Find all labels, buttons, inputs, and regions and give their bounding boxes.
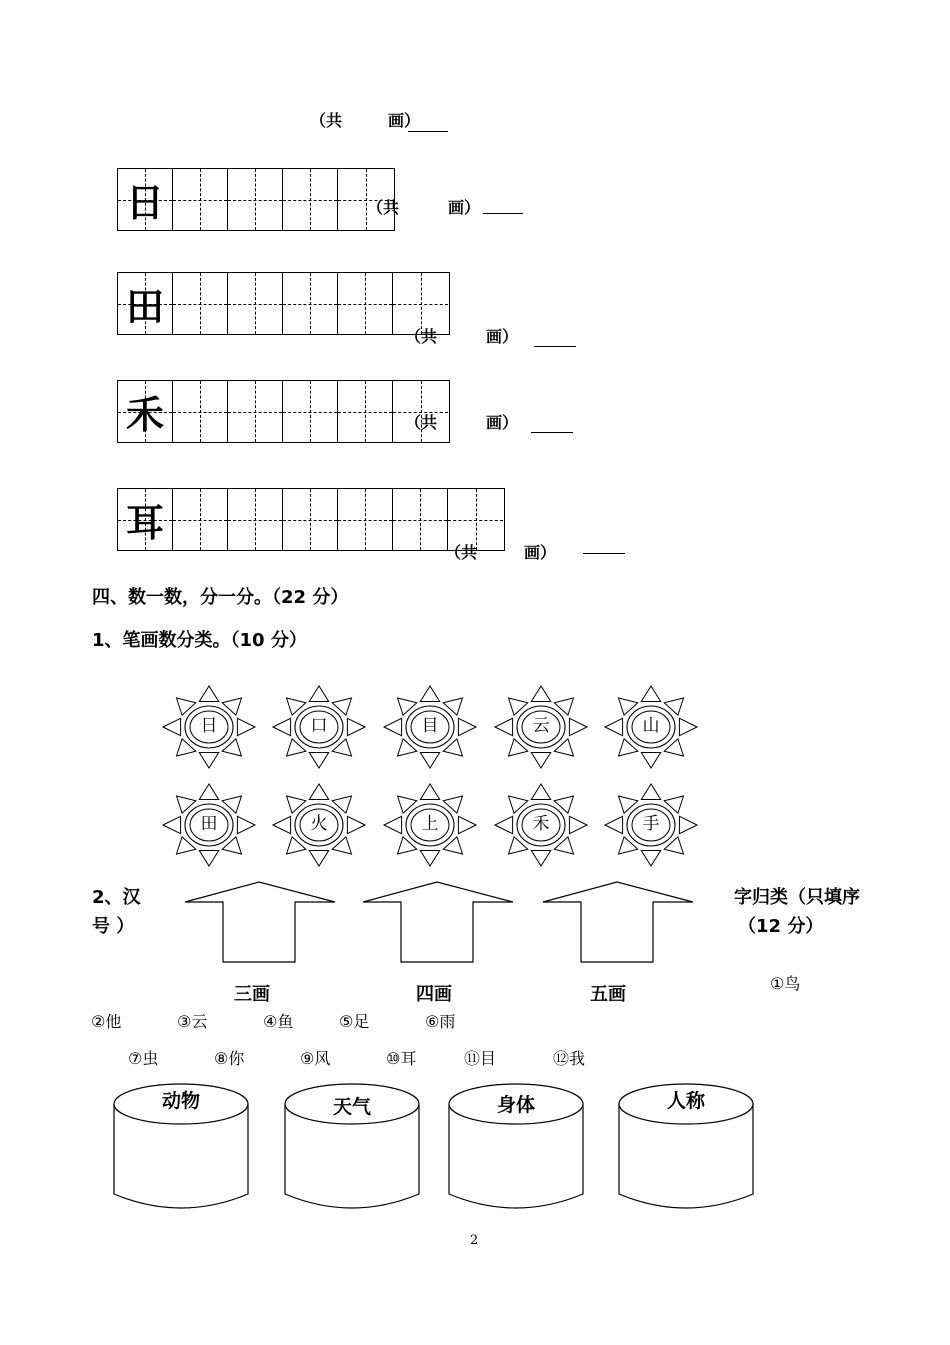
list-item: ⑪目 — [464, 1049, 497, 1068]
grid-char: 耳 — [125, 500, 164, 545]
list-item: ⑤足 — [339, 1012, 370, 1031]
list-item: ④鱼 — [263, 1012, 294, 1031]
sun-card — [161, 685, 257, 769]
writing-grid-2[interactable] — [117, 272, 450, 335]
sun-card — [493, 685, 589, 769]
category-bucket-body[interactable] — [447, 1082, 585, 1212]
list-item: ⑥雨 — [425, 1012, 456, 1031]
writing-grid-1[interactable] — [117, 168, 395, 231]
sun-card — [603, 783, 699, 867]
q2-left-line2: 号 ） — [92, 916, 135, 937]
q2-right-line2: （12 分） — [738, 916, 824, 937]
sun-card — [382, 685, 478, 769]
row3-answer-blank[interactable] — [531, 432, 573, 433]
sun-card — [271, 783, 367, 867]
row2-hua: 画） — [486, 327, 519, 346]
bucket-label: 人称 — [666, 1090, 705, 1112]
sun-character: 上 — [421, 814, 439, 834]
list-item: ⑫我 — [553, 1049, 586, 1068]
sun-card — [382, 783, 478, 867]
q2-right-line1: 字归类（只填序 — [734, 887, 860, 908]
category-three-strokes: 三画 — [234, 984, 270, 1005]
section-title: 四、数一数，分一分。（22 分） — [92, 587, 349, 608]
sun-card — [493, 783, 589, 867]
writing-grid-3[interactable] — [117, 380, 450, 443]
row2-gong: （共 — [405, 327, 438, 346]
list-item: ①鸟 — [770, 974, 801, 993]
bucket-label: 身体 — [496, 1094, 535, 1116]
sun-card — [603, 685, 699, 769]
list-item: ⑩耳 — [386, 1049, 417, 1068]
row4-gong: （共 — [445, 543, 478, 562]
list-item: ②他 — [91, 1012, 122, 1031]
q2-left-line1: 2、汉 — [92, 887, 141, 908]
category-bucket-animals[interactable] — [112, 1082, 250, 1212]
list-item: ③云 — [177, 1012, 208, 1031]
bucket-label: 动物 — [161, 1090, 200, 1112]
category-five-strokes: 五画 — [590, 984, 626, 1005]
row3-gong: （共 — [405, 413, 438, 432]
sun-character: 日 — [200, 716, 218, 736]
sun-character: 火 — [310, 814, 328, 834]
list-item: ⑨风 — [300, 1049, 331, 1068]
row2-answer-blank[interactable] — [534, 346, 576, 347]
sun-card — [161, 783, 257, 867]
question-1-title: 1、笔画数分类。（10 分） — [92, 630, 307, 651]
row3-hua: 画） — [486, 413, 519, 432]
up-arrow-icon — [361, 880, 516, 964]
top-answer-blank[interactable] — [408, 131, 448, 132]
grid-char: 禾 — [125, 392, 164, 437]
sun-character: 云 — [532, 716, 550, 736]
bucket-label: 天气 — [332, 1096, 371, 1118]
sun-card — [271, 685, 367, 769]
list-item: ⑧你 — [214, 1049, 245, 1068]
category-bucket-weather[interactable] — [283, 1082, 421, 1212]
sun-character: 手 — [642, 814, 660, 834]
sun-character: 口 — [310, 716, 328, 736]
row4-hua: 画） — [524, 543, 557, 562]
row1-gong: （共 — [367, 198, 400, 217]
list-item: ⑦虫 — [128, 1049, 159, 1068]
row4-answer-blank[interactable] — [583, 553, 625, 554]
sun-character: 山 — [642, 716, 660, 736]
sun-character: 禾 — [532, 814, 550, 834]
category-bucket-pronouns[interactable] — [617, 1082, 755, 1212]
grid-char: 日 — [125, 180, 164, 225]
page-number: 2 — [470, 1233, 479, 1248]
category-four-strokes: 四画 — [416, 984, 452, 1005]
top-hua: 画） — [388, 111, 421, 130]
grid-char: 田 — [125, 284, 164, 329]
top-gong: （共 — [310, 111, 343, 130]
up-arrow-icon — [541, 880, 696, 964]
sun-character: 目 — [421, 716, 439, 736]
row1-answer-blank[interactable] — [483, 213, 523, 214]
up-arrow-icon — [183, 880, 338, 964]
sun-character: 田 — [200, 814, 218, 834]
row1-hua: 画） — [448, 198, 481, 217]
